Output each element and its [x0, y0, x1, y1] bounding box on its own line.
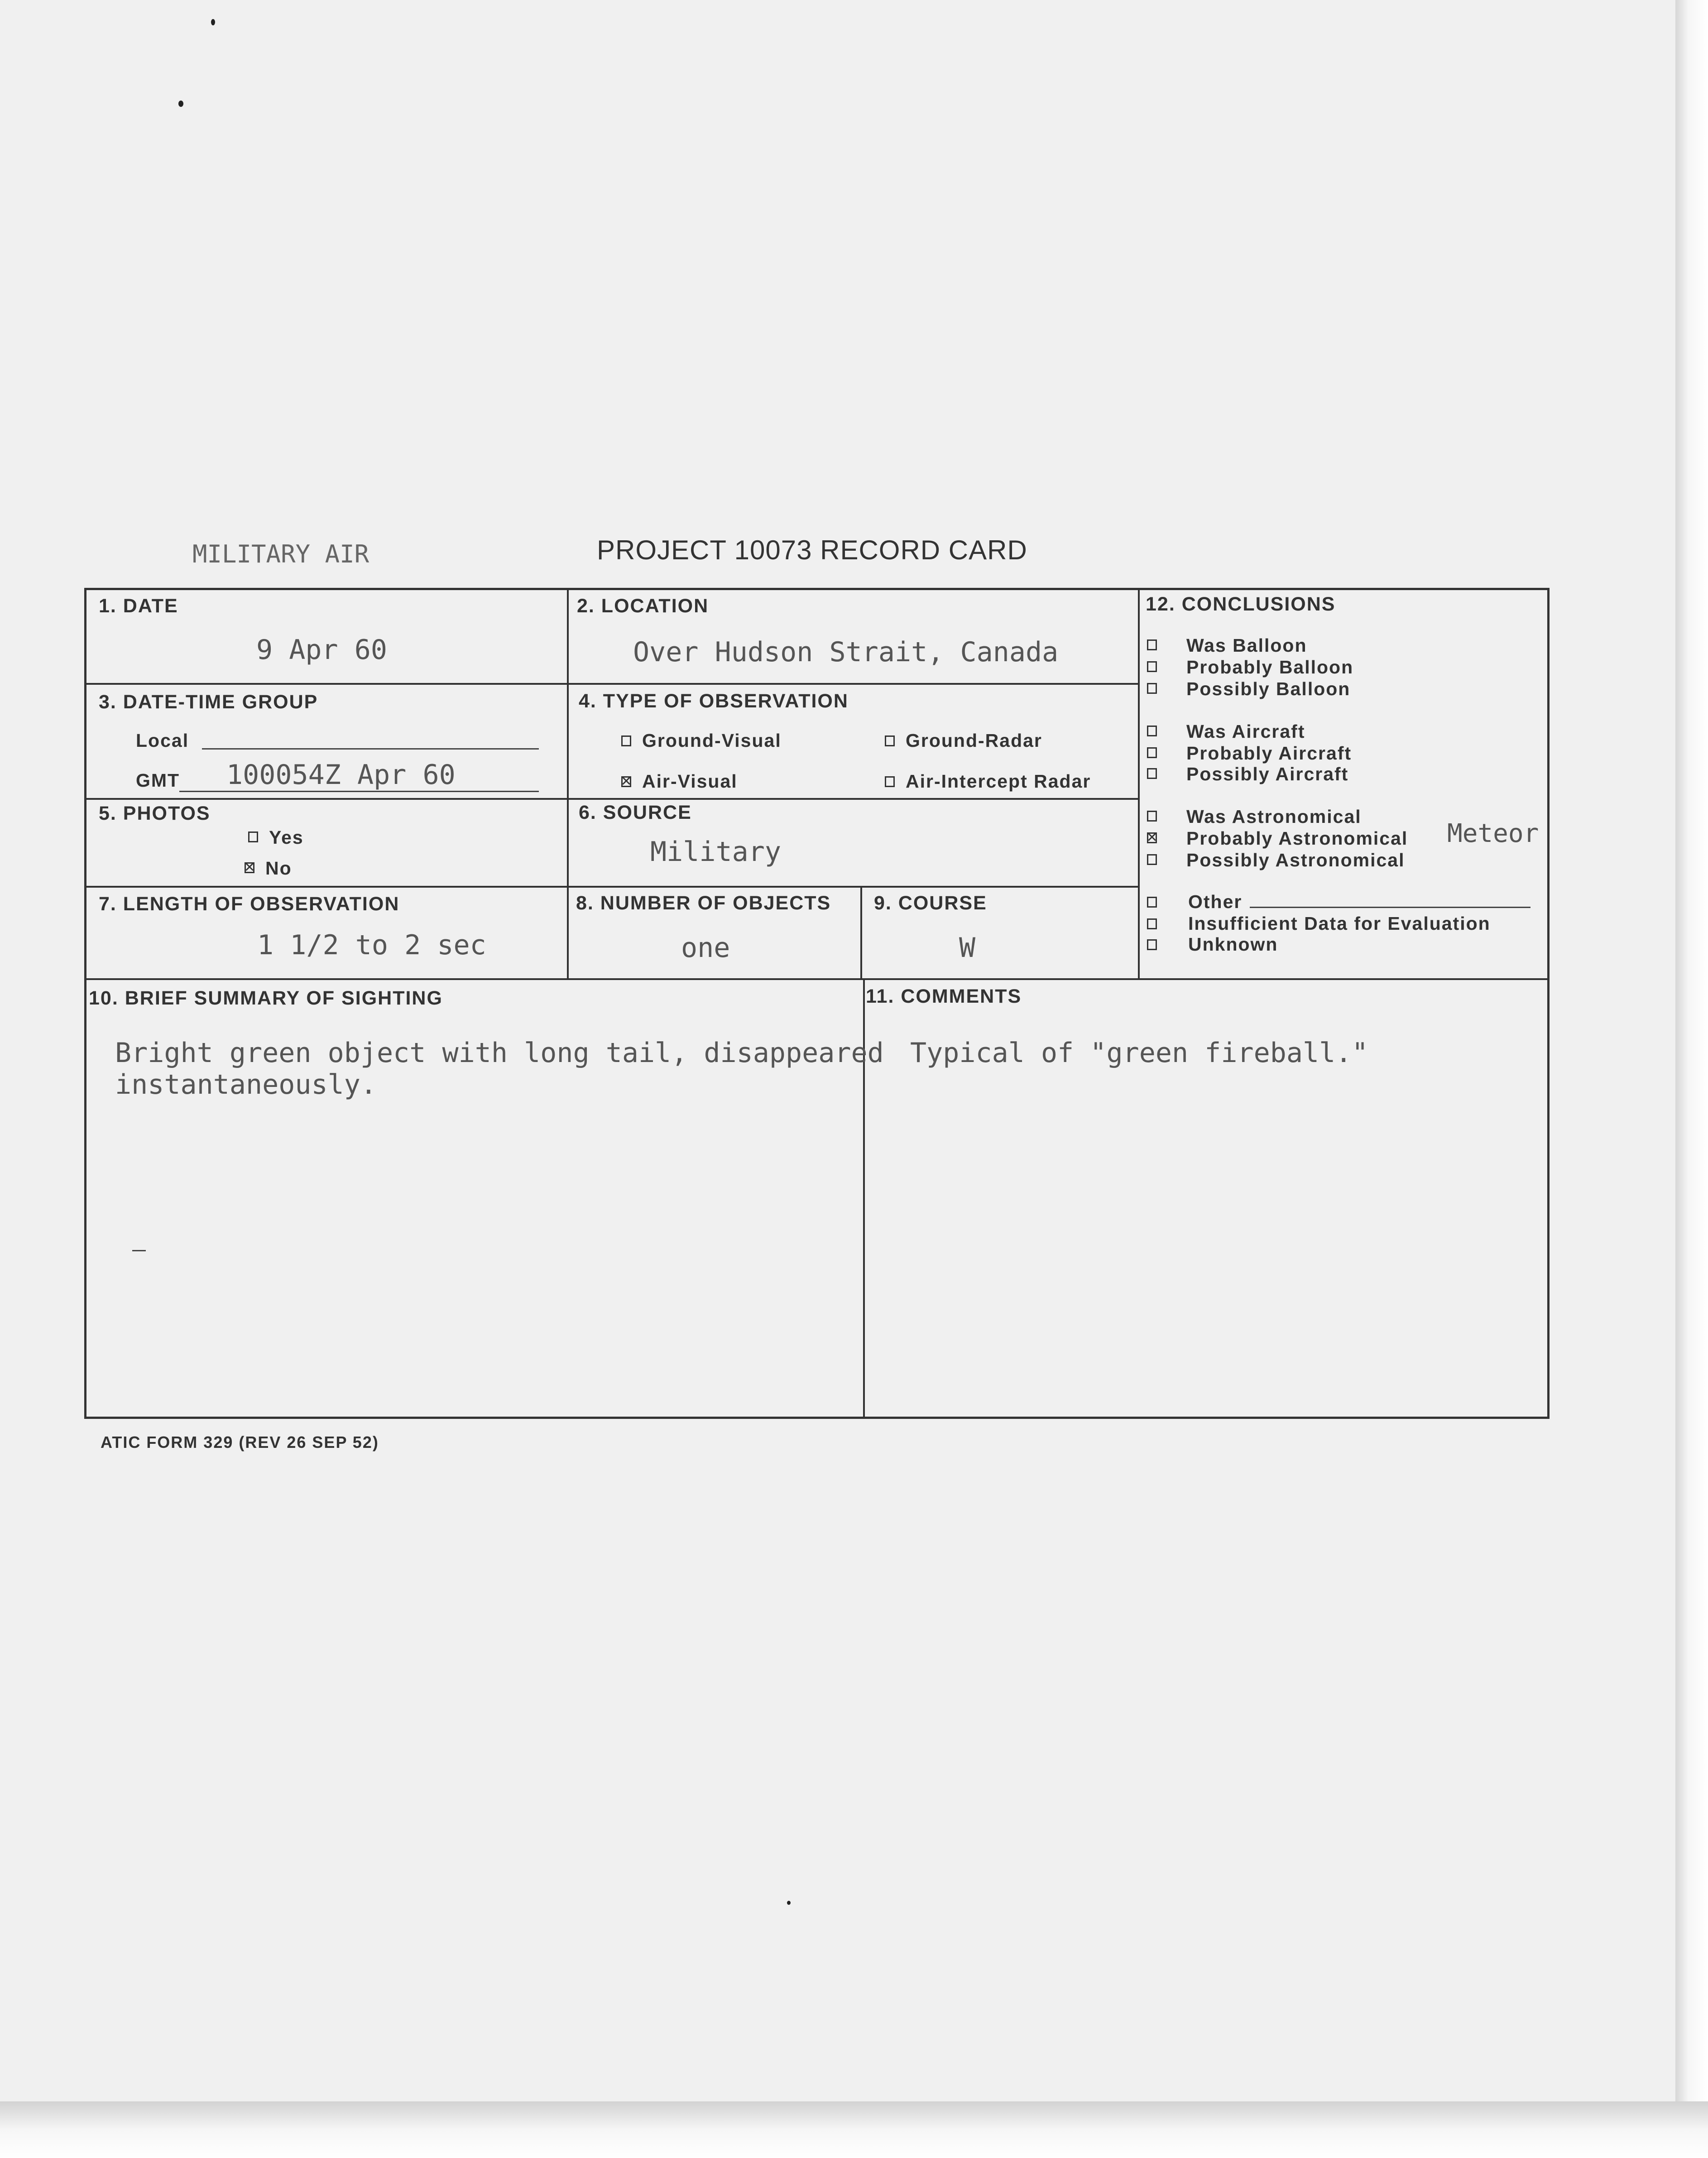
course-value: W: [959, 932, 976, 964]
option-possibly-aircraft: Possibly Aircraft: [1186, 764, 1349, 784]
brief-summary-line1: Bright green object with long tail, disappeared: [115, 1037, 884, 1069]
date-time-group-label: 3. DATE-TIME GROUP: [99, 691, 318, 713]
checkbox-ground-visual[interactable]: [621, 735, 631, 746]
option-photos-yes: Yes: [269, 827, 304, 848]
date-label: 1. DATE: [99, 595, 178, 617]
option-air-intercept-radar: Air-Intercept Radar: [906, 771, 1091, 792]
divider: [85, 978, 1548, 980]
comments-value: Typical of "green fireball.": [910, 1037, 1368, 1069]
gmt-value: 100054Z Apr 60: [226, 759, 456, 791]
card-title: PROJECT 10073 RECORD CARD: [597, 535, 1027, 565]
page-edge-shadow: [1675, 0, 1708, 2158]
scan-speck: [178, 101, 183, 107]
date-value: 9 Apr 60: [256, 634, 387, 666]
checkbox-possibly-aircraft[interactable]: [1147, 768, 1157, 779]
option-other: Other: [1188, 891, 1243, 912]
gmt-line: [179, 791, 539, 792]
option-probably-balloon: Probably Balloon: [1186, 657, 1354, 678]
conclusions-label: 12. CONCLUSIONS: [1146, 593, 1336, 615]
option-possibly-balloon: Possibly Balloon: [1186, 678, 1351, 699]
checkbox-insufficient-data[interactable]: [1147, 918, 1157, 929]
checkbox-probably-astronomical[interactable]: ✕: [1146, 830, 1158, 846]
form-id: ATIC FORM 329 (REV 26 SEP 52): [101, 1433, 379, 1451]
option-probably-aircraft: Probably Aircraft: [1186, 743, 1352, 764]
length-of-observation-value: 1 1/2 to 2 sec: [257, 929, 486, 961]
course-label: 9. COURSE: [874, 892, 987, 914]
location-label: 2. LOCATION: [577, 595, 709, 617]
comments-label: 11. COMMENTS: [866, 985, 1022, 1007]
checkbox-was-aircraft[interactable]: [1147, 726, 1157, 736]
option-insufficient-data: Insufficient Data for Evaluation: [1188, 913, 1491, 934]
checkbox-possibly-balloon[interactable]: [1147, 683, 1157, 694]
conclusion-annotation: Meteor: [1447, 819, 1539, 848]
checkbox-unknown[interactable]: [1147, 939, 1157, 950]
checkbox-photos-no[interactable]: ✕: [244, 860, 255, 875]
page-edge-shadow-bottom: [0, 2101, 1708, 2158]
checkbox-probably-aircraft[interactable]: [1147, 747, 1157, 758]
scan-speck: [211, 19, 215, 25]
checkbox-was-balloon[interactable]: [1147, 639, 1157, 650]
option-was-aircraft: Was Aircraft: [1186, 721, 1305, 742]
source-value: Military: [650, 836, 781, 868]
photos-label: 5. PHOTOS: [99, 803, 211, 824]
checkbox-air-intercept-radar[interactable]: [885, 776, 895, 787]
option-air-visual: Air-Visual: [642, 771, 738, 792]
source-label: 6. SOURCE: [579, 802, 692, 823]
brief-summary-line2: instantaneously.: [115, 1069, 377, 1101]
number-of-objects-label: 8. NUMBER OF OBJECTS: [576, 892, 831, 914]
checkbox-air-visual[interactable]: ✕: [620, 774, 632, 789]
agency-stamp: MILITARY AIR: [192, 540, 369, 568]
option-unknown: Unknown: [1188, 934, 1278, 955]
local-time-line: [202, 748, 539, 750]
option-was-balloon: Was Balloon: [1186, 635, 1307, 656]
option-photos-no: No: [265, 858, 292, 879]
gmt-label: GMT: [136, 770, 180, 791]
option-possibly-astronomical: Possibly Astronomical: [1186, 850, 1405, 870]
scan-speck: [787, 1901, 791, 1905]
type-of-observation-label: 4. TYPE OF OBSERVATION: [579, 690, 849, 712]
checkbox-ground-radar[interactable]: [885, 735, 895, 746]
option-probably-astronomical: Probably Astronomical: [1186, 828, 1408, 849]
divider: [860, 887, 862, 979]
location-value: Over Hudson Strait, Canada: [633, 636, 1059, 668]
option-ground-visual: Ground-Visual: [642, 730, 782, 751]
divider: [1138, 589, 1140, 979]
divider: [85, 683, 1138, 685]
number-of-objects-value: one: [681, 932, 730, 964]
checkbox-photos-yes[interactable]: [248, 831, 258, 842]
checkbox-possibly-astronomical[interactable]: [1147, 854, 1157, 865]
brief-summary-label: 10. BRIEF SUMMARY OF SIGHTING: [89, 987, 443, 1009]
divider: [85, 798, 1138, 800]
divider: [85, 886, 1138, 888]
checkbox-was-astronomical[interactable]: [1147, 811, 1157, 822]
option-was-astronomical: Was Astronomical: [1186, 806, 1362, 827]
checkbox-other[interactable]: [1147, 897, 1157, 908]
length-of-observation-label: 7. LENGTH OF OBSERVATION: [99, 893, 400, 915]
local-time-label: Local: [136, 730, 189, 751]
option-ground-radar: Ground-Radar: [906, 730, 1042, 751]
other-underline: [1250, 907, 1530, 908]
stray-mark: [132, 1250, 146, 1251]
checkbox-probably-balloon[interactable]: [1147, 661, 1157, 672]
divider: [567, 589, 569, 978]
